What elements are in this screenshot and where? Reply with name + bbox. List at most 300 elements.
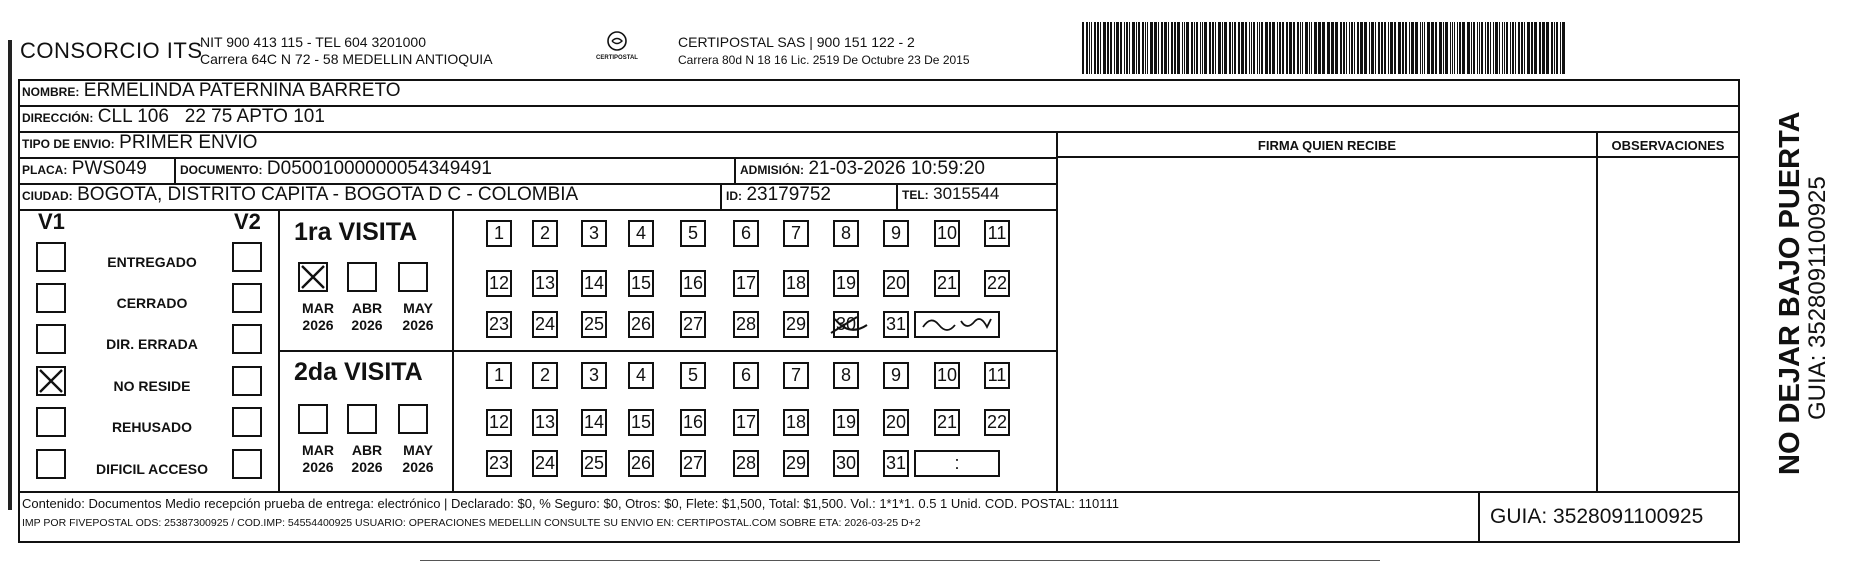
documento-label: DOCUMENTO: [180, 163, 263, 177]
month-label [343, 442, 391, 476]
footer-imp: IMP POR FIVEPOSTAL ODS: 25387300925 / COD.IMP: 54554400925 USUARIO: OPERACIONES MEDELLIN CONSULTE SU ENVIO EN: CERTIPOSTAL.COM SOBRE ETA: 2026-03-25 D+2 [22, 517, 921, 529]
day-box[interactable]: 24 [532, 311, 558, 338]
barcode-bar [1357, 22, 1359, 74]
day-box[interactable]: 26 [628, 311, 654, 338]
ciudad-value: BOGOTA, DISTRITO CAPITA - BOGOTA D C - COLOMBIA [77, 184, 579, 205]
barcode-bar [1560, 22, 1561, 74]
day-box[interactable]: 8 [833, 220, 859, 247]
day-box[interactable]: 16 [680, 409, 706, 436]
barcode-bar [1314, 22, 1317, 74]
month-checkbox[interactable] [398, 262, 428, 292]
scan-line [420, 560, 1380, 561]
barcode-bar [1191, 22, 1193, 74]
firma-header: FIRMA QUIEN RECIBE [1257, 138, 1397, 153]
v1-checkbox[interactable] [36, 366, 66, 396]
month-name: MAY [403, 442, 433, 458]
day-box[interactable]: 4 [628, 362, 654, 389]
day-box[interactable]: 27 [680, 311, 706, 338]
barcode-bar [1100, 22, 1101, 74]
barcode-bar [1539, 22, 1541, 74]
day-box[interactable]: 1 [486, 220, 512, 247]
barcode-bar [1232, 22, 1233, 74]
month-year: 2026 [302, 317, 334, 333]
barcode-bar [1138, 22, 1140, 74]
barcode-bar [1103, 22, 1106, 74]
day-box[interactable]: 12 [486, 409, 512, 436]
day-box[interactable]: 28 [733, 311, 759, 338]
day-box[interactable]: 15 [628, 409, 654, 436]
barcode-bar [1431, 22, 1434, 74]
day-box[interactable]: 7 [783, 220, 809, 247]
barcode-bar [1349, 22, 1350, 74]
barcode-bar [1086, 22, 1088, 74]
courier-license: Carrera 80d N 18 16 Lic. 2519 De Octubre 23 De 2015 [678, 53, 970, 67]
direccion-row [22, 106, 325, 128]
sender-address: Carrera 64C N 72 - 58 MEDELLIN ANTIOQUIA [200, 51, 493, 67]
barcode-bar [1369, 22, 1370, 74]
placa-cell [22, 158, 147, 180]
day-box[interactable]: 18 [783, 270, 809, 297]
barcode-bar [1346, 22, 1347, 74]
barcode-bar [1473, 22, 1475, 74]
barcode-bar [1354, 22, 1355, 74]
day-box[interactable]: 20 [883, 409, 909, 436]
barcode-bar [1168, 22, 1169, 74]
status-option-label: DIR. ERRADA [106, 336, 198, 352]
month-year: 2026 [351, 459, 383, 475]
footer-content: Contenido: Documentos Medio recepción prueba de entrega: electrónico | Declarado: $0, % Seguro: $0, Otros: $0, Flete: $1,500, Total: $1,500. Vol.: 1*1*1. 0.5 1 Unid. COD. POSTAL: 110111 [22, 496, 1119, 511]
barcode-bar [1459, 22, 1461, 74]
barcode-bar [1269, 22, 1271, 74]
month-name: ABR [351, 300, 383, 316]
barcode-bar [1305, 22, 1308, 74]
barcode-bar [1241, 22, 1244, 74]
barcode-bar [1457, 22, 1458, 74]
barcode-bar [1222, 22, 1223, 74]
status-option-label: NO RESIDE [113, 378, 191, 394]
day-box[interactable]: 4 [628, 220, 654, 247]
v1-header: V1 [38, 209, 65, 234]
certipostal-logo-text: CERTIPOSTAL [596, 55, 638, 61]
barcode-bar [1184, 22, 1185, 74]
barcode-bar [1114, 22, 1115, 74]
day-box[interactable]: 10 [934, 220, 960, 247]
barcode-bar [1510, 22, 1511, 74]
month-year: 2026 [351, 317, 383, 333]
barcode-bar [1196, 22, 1198, 74]
barcode-bar [1515, 22, 1516, 74]
barcode-bar [1381, 22, 1383, 74]
day-box[interactable]: 30 [833, 311, 859, 338]
barcode-bar [1154, 22, 1157, 74]
day-box[interactable]: 11 [984, 220, 1010, 247]
barcode-bar [1562, 22, 1565, 74]
day-box[interactable]: 23 [486, 450, 512, 477]
barcode-bar [1212, 22, 1214, 74]
day-box[interactable]: 14 [581, 409, 607, 436]
footer-guia: GUIA: 3528091100925 [1490, 505, 1704, 528]
day-box[interactable]: 3 [581, 220, 607, 247]
barcode-bar [1360, 22, 1363, 74]
status-option-label: DIFICIL ACCESO [95, 461, 208, 477]
v2-checkbox[interactable] [232, 242, 262, 272]
barcode-bar [1261, 22, 1263, 74]
day-box[interactable]: 25 [581, 311, 607, 338]
day-box[interactable]: 29 [783, 450, 809, 477]
month-label [294, 442, 342, 476]
documento-cell [180, 158, 492, 180]
day-box[interactable]: 27 [680, 450, 706, 477]
barcode-bar [1136, 22, 1137, 74]
barcode-bar [1335, 22, 1338, 74]
barcode-bar [1224, 22, 1227, 74]
x-mark-icon [38, 368, 64, 394]
barcode-bar [1150, 22, 1153, 74]
barcode-bar [1518, 22, 1520, 74]
day-box[interactable]: 28 [733, 450, 759, 477]
admision-value: 21-03-2026 10:59:20 [808, 158, 985, 179]
barcode-bar [1158, 22, 1159, 74]
month-name: MAY [403, 300, 433, 316]
day-box[interactable]: 16 [680, 270, 706, 297]
barcode-bar [1282, 22, 1284, 74]
barcode-bar [1542, 22, 1545, 74]
scan-edge [8, 40, 12, 510]
day-box[interactable]: 7 [783, 362, 809, 389]
barcode-bar [1340, 22, 1342, 74]
barcode-bar [1120, 22, 1122, 74]
ciudad-cell [22, 184, 578, 206]
x-mark-icon [300, 264, 326, 290]
barcode-bar [1551, 22, 1553, 74]
day-box[interactable]: 29 [783, 311, 809, 338]
barcode-bar [1293, 22, 1295, 74]
barcode-bar [1204, 22, 1207, 74]
id-cell [726, 184, 831, 206]
barcode-bar [1322, 22, 1325, 74]
certipostal-logo-icon [604, 30, 630, 52]
barcode-bar [1479, 22, 1480, 74]
placa-value: PWS049 [71, 158, 147, 179]
month-checkbox[interactable] [347, 404, 377, 434]
barcode-bar [1300, 22, 1301, 74]
barcode-bar [1443, 22, 1444, 74]
barcode-bar [1435, 22, 1437, 74]
barcode-bar [1249, 22, 1250, 74]
side-guia: GUIA: 3528091100925 [1804, 176, 1831, 420]
month-label [294, 300, 342, 334]
day-box[interactable]: 31 [883, 311, 909, 338]
time-placeholder: : [954, 453, 960, 473]
barcode-bar [1521, 22, 1523, 74]
day-box[interactable]: 22 [984, 270, 1010, 297]
barcode-bar [1554, 22, 1555, 74]
day-box[interactable]: 10 [934, 362, 960, 389]
v1-checkbox[interactable] [36, 449, 66, 479]
barcode-bar [1309, 22, 1310, 74]
barcode-bar [1234, 22, 1236, 74]
admision-cell [740, 158, 985, 180]
day-box[interactable]: 13 [532, 409, 558, 436]
barcode-bar [1218, 22, 1221, 74]
barcode-bar [1091, 22, 1092, 74]
month-year: 2026 [302, 459, 334, 475]
barcode-bar [1439, 22, 1442, 74]
barcode-bar [1485, 22, 1486, 74]
courier-name-nit: CERTIPOSTAL SAS | 900 151 122 - 2 [678, 34, 915, 50]
barcode-bar [1124, 22, 1125, 74]
barcode-bar [1512, 22, 1514, 74]
documento-value: D05001000000054349491 [266, 158, 492, 179]
v1-checkbox[interactable] [36, 407, 66, 437]
barcode-bar [1556, 22, 1558, 74]
month-label [343, 300, 391, 334]
barcode-bar [1289, 22, 1292, 74]
day-box[interactable]: 5 [680, 362, 706, 389]
barcode-bar [1257, 22, 1258, 74]
ciudad-label: CIUDAD: [22, 189, 73, 203]
day-box[interactable]: 8 [833, 362, 859, 389]
barcode-bar [1450, 22, 1451, 74]
barcode-bar [1142, 22, 1144, 74]
barcode-bar [1506, 22, 1508, 74]
barcode-bar [1394, 22, 1396, 74]
day-box[interactable]: 23 [486, 311, 512, 338]
day-box[interactable]: 25 [581, 450, 607, 477]
nombre-row [22, 80, 401, 102]
barcode-bar [1534, 22, 1537, 74]
day-scribble-mark [829, 313, 869, 337]
barcode-bar [1493, 22, 1494, 74]
month-name: ABR [351, 442, 383, 458]
day-box[interactable]: 12 [486, 270, 512, 297]
day-box[interactable]: 26 [628, 450, 654, 477]
barcode [1082, 22, 1622, 74]
second-visit-title: 2da VISITA [294, 358, 423, 386]
day-box[interactable]: 3 [581, 362, 607, 389]
barcode-bar [1161, 22, 1163, 74]
barcode-bar [1462, 22, 1465, 74]
barcode-bar [1245, 22, 1247, 74]
barcode-bar [1481, 22, 1483, 74]
day-box[interactable]: 19 [833, 270, 859, 297]
day-box[interactable]: 21 [934, 409, 960, 436]
month-name: MAR [302, 300, 334, 316]
day-box[interactable]: 19 [833, 409, 859, 436]
barcode-bar [1279, 22, 1281, 74]
v2-checkbox[interactable] [232, 324, 262, 354]
v1-checkbox[interactable] [36, 283, 66, 313]
barcode-bar [1174, 22, 1176, 74]
barcode-bar [1202, 22, 1203, 74]
tipo-envio-row [22, 132, 257, 154]
sender-nit-tel: NIT 900 413 115 - TEL 604 3201000 [200, 34, 426, 50]
day-box[interactable]: 20 [883, 270, 909, 297]
barcode-bar [1388, 22, 1389, 74]
barcode-bar [1343, 22, 1345, 74]
v2-header: V2 [234, 209, 261, 234]
barcode-bar [1371, 22, 1374, 74]
barcode-bar [1495, 22, 1498, 74]
month-label [394, 300, 442, 334]
month-checkbox[interactable] [298, 404, 328, 434]
day-box[interactable]: 9 [883, 220, 909, 247]
day-box[interactable]: 17 [733, 270, 759, 297]
barcode-bar [1477, 22, 1478, 74]
barcode-bar [1427, 22, 1430, 74]
day-box[interactable]: 2 [532, 220, 558, 247]
barcode-bar [1411, 22, 1414, 74]
barcode-bar [1097, 22, 1099, 74]
month-checkbox[interactable] [398, 404, 428, 434]
day-box[interactable]: 5 [680, 220, 706, 247]
barcode-bar [1272, 22, 1275, 74]
day-box[interactable]: 6 [733, 362, 759, 389]
barcode-bar [1132, 22, 1135, 74]
barcode-bar [1259, 22, 1260, 74]
barcode-bar [1082, 22, 1084, 74]
barcode-bar [1351, 22, 1353, 74]
barcode-bar [1487, 22, 1489, 74]
barcode-bar [1110, 22, 1112, 74]
barcode-bar [1405, 22, 1407, 74]
id-value: 23179752 [746, 184, 831, 205]
day-box[interactable]: 14 [581, 270, 607, 297]
month-label [394, 442, 442, 476]
v2-checkbox[interactable] [232, 449, 262, 479]
barcode-bar [1504, 22, 1505, 74]
placa-label: PLACA: [22, 163, 68, 177]
barcode-bar [1126, 22, 1128, 74]
barcode-bar [1422, 22, 1423, 74]
barcode-bar [1524, 22, 1525, 74]
month-year: 2026 [402, 459, 434, 475]
status-option-label: ENTREGADO [107, 254, 197, 270]
month-checkbox[interactable] [347, 262, 377, 292]
barcode-bar [1145, 22, 1146, 74]
nombre-label: NOMBRE: [22, 85, 80, 99]
time-box[interactable] [914, 311, 1000, 338]
month-checkbox[interactable] [298, 262, 328, 292]
barcode-bar [1302, 22, 1303, 74]
barcode-bar [1378, 22, 1380, 74]
tel-value: 3015544 [933, 184, 1000, 203]
barcode-bar [1164, 22, 1167, 74]
barcode-bar [1375, 22, 1376, 74]
barcode-bar [1311, 22, 1312, 74]
v2-checkbox[interactable] [232, 366, 262, 396]
barcode-bar [1238, 22, 1240, 74]
tipo-envio-value: PRIMER ENVIO [119, 132, 258, 153]
handwritten-time-icon [917, 313, 997, 335]
first-visit-title: 1ra VISITA [294, 218, 418, 246]
barcode-bar [1116, 22, 1119, 74]
day-box[interactable]: 15 [628, 270, 654, 297]
barcode-bar [1452, 22, 1453, 74]
barcode-bar [1129, 22, 1130, 74]
day-box[interactable]: 6 [733, 220, 759, 247]
barcode-bar [1467, 22, 1470, 74]
barcode-bar [1402, 22, 1404, 74]
barcode-bar [1229, 22, 1231, 74]
barcode-bar [1502, 22, 1503, 74]
barcode-bar [1200, 22, 1201, 74]
barcode-bar [1499, 22, 1500, 74]
barcode-bar [1398, 22, 1401, 74]
v2-checkbox[interactable] [232, 283, 262, 313]
barcode-bar [1089, 22, 1090, 74]
day-box[interactable]: 18 [783, 409, 809, 436]
barcode-bar [1194, 22, 1195, 74]
day-box[interactable]: 21 [934, 270, 960, 297]
barcode-bar [1331, 22, 1334, 74]
direccion-label: DIRECCIÓN: [22, 111, 94, 125]
admision-label: ADMISIÓN: [740, 163, 804, 177]
id-label: ID: [726, 189, 742, 203]
barcode-bar [1265, 22, 1268, 74]
day-box[interactable]: 2 [532, 362, 558, 389]
day-box[interactable]: 11 [984, 362, 1010, 389]
day-box[interactable]: 17 [733, 409, 759, 436]
barcode-bar [1327, 22, 1330, 74]
day-box[interactable]: 22 [984, 409, 1010, 436]
barcode-bar [1454, 22, 1455, 74]
barcode-bar [1420, 22, 1421, 74]
barcode-bar [1527, 22, 1530, 74]
barcode-bar [1251, 22, 1252, 74]
barcode-bar [1415, 22, 1418, 74]
barcode-bar [1286, 22, 1288, 74]
barcode-bar [1409, 22, 1410, 74]
barcode-bar [1364, 22, 1367, 74]
barcode-bar [1177, 22, 1180, 74]
day-box[interactable]: 1 [486, 362, 512, 389]
day-box[interactable]: 31 [883, 450, 909, 477]
barcode-bar [1253, 22, 1255, 74]
barcode-bar [1490, 22, 1491, 74]
observaciones-header: OBSERVACIONES [1611, 138, 1725, 153]
direccion-value: CLL 106 22 75 APTO 101 [97, 106, 325, 127]
barcode-bar [1107, 22, 1109, 74]
time-box[interactable] [914, 450, 1000, 477]
barcode-bar [1147, 22, 1148, 74]
barcode-bar [1171, 22, 1173, 74]
barcode-bar [1531, 22, 1533, 74]
month-name: MAR [302, 442, 334, 458]
day-box[interactable]: 30 [833, 450, 859, 477]
barcode-bar [1209, 22, 1211, 74]
tel-label: TEL: [902, 188, 929, 202]
v1-checkbox[interactable] [36, 242, 66, 272]
tipo-envio-label: TIPO DE ENVIO: [22, 137, 115, 151]
barcode-bar [1471, 22, 1472, 74]
barcode-bar [1182, 22, 1183, 74]
day-box[interactable]: 24 [532, 450, 558, 477]
day-box[interactable]: 13 [532, 270, 558, 297]
barcode-bar [1546, 22, 1549, 74]
v2-checkbox[interactable] [232, 407, 262, 437]
barcode-bar [1384, 22, 1386, 74]
v1-checkbox[interactable] [36, 324, 66, 354]
side-warning: NO DEJAR BAJO PUERTA [1774, 111, 1806, 475]
day-box[interactable]: 9 [883, 362, 909, 389]
month-year: 2026 [402, 317, 434, 333]
barcode-bar [1297, 22, 1299, 74]
status-option-label: CERRADO [116, 295, 188, 311]
nombre-value: ERMELINDA PATERNINA BARRETO [83, 80, 401, 101]
barcode-bar [1424, 22, 1425, 74]
barcode-bar [1445, 22, 1448, 74]
